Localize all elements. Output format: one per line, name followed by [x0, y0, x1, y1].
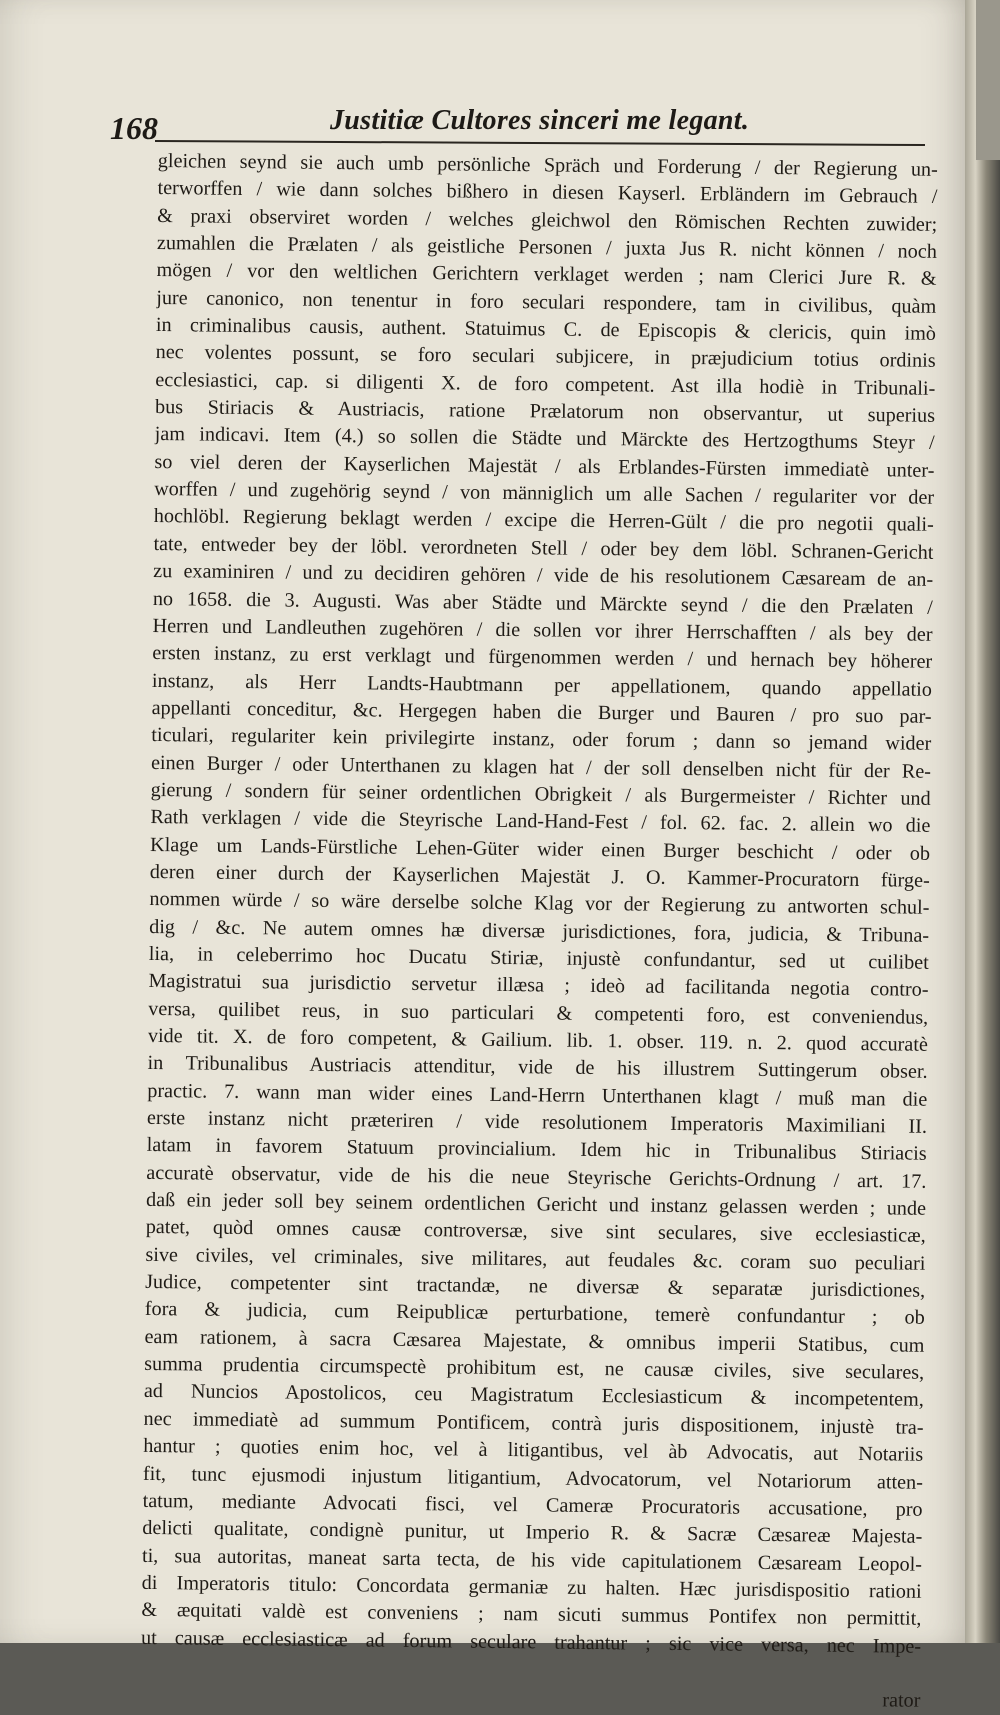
text-line: bus Stiriacis & Austriacis, ratione Prælatorum non observantur, ut superius — [154, 396, 936, 427]
text-line: so viel deren der Kayserlichen Majestät / als Erblandes-Fürsten immediatè unter- — [154, 450, 935, 482]
text-line: & æquitati valdè est conveniens ; nam sicuti summus Pontifex non permittit, — [141, 1599, 922, 1630]
text-line: delicti qualitate, condignè punitur, ut Imperio R. & Sacræ Cæsareæ Majesta- — [142, 1517, 923, 1548]
text-line: practic. 7. wann man wider eines Land-Herrn Unterthanen klagt / muß man die — [147, 1079, 928, 1111]
text-line: tate, entweder bey der löbl. verordneten Stell / oder bey dem löbl. Schranen-Gericht — [153, 532, 934, 564]
text-line: & praxi observiret worden / welches gleichwol den Römischen Rechten zuwider; — [157, 204, 938, 236]
text-line: instanz, als Herr Landts-Haubtmann per appellationem, quando appellatio — [151, 669, 933, 701]
text-line: ut causæ ecclesiasticæ ad forum seculare trahantur ; sic vice versa, nec Impe- — [140, 1626, 922, 1658]
text-line: worffen / und zugehörig seynd / von männiglich um alle Sachen / regulariter vor der — [154, 478, 935, 509]
text-line: hantur ; quoties enim hoc, vel à litigantibus, vel àb Advocatis, aut Notariis — [143, 1435, 924, 1466]
text-line: erste instanz nicht præteriren / vide resolutionem Imperatoris Maximiliani II. — [146, 1106, 928, 1138]
text-line: zu examiniren / und zu decidiren gehören / vide de his resolutionem Cæsaream de an- — [153, 560, 934, 591]
text-line: nommen würde / so wäre derselbe solche Klag vor der Regierung zu antworten schul- — [149, 888, 930, 920]
catchword: rator — [882, 1689, 921, 1712]
text-line: ticulari, regulariter kein privilegirte instanz, oder forum ; dann so jemand wider — [151, 724, 932, 756]
text-line: einen Burger / oder Unterthanen zu klagen hat / der soll denselben nicht für der Re- — [150, 751, 932, 783]
body-text — [140, 148, 938, 1715]
text-line: di Imperatoris titulo: Concordata germaniæ zu halten. Hæc jurisdispositio rationi — [141, 1571, 922, 1603]
text-line: nec volentes possunt, se foro seculari subjicere, in præjudicium totius ordinis — [155, 341, 936, 373]
text-line: gierung / sondern für seiner ordentlichen Obrigkeit / als Burgermeister / Richter und — [150, 778, 931, 810]
text-line: Herren und Landleuthen zugehören / die sollen vor ihrer Herrschafften / als bey der — [152, 614, 933, 646]
text-line: lia, in celeberrimo hoc Ducatu Stiriæ, injustè confundantur, sed ut cuilibet — [148, 942, 929, 974]
text-line: gleichen seynd sie auch umb persönliche Spräch und Forderung / der Regierung un- — [157, 149, 938, 181]
text-line: in Tribunalibus Austriacis attenditur, vide de his illustrem Suttingerum obser. — [147, 1052, 928, 1084]
text-line: zumahlen die Prælaten / als geistliche Personen / juxta Jus R. nicht können / noch — [156, 232, 937, 263]
text-line: deren einer durch der Kayserlichen Majestät J. O. Kammer-Procuratorn fürge- — [149, 860, 930, 892]
running-title: Justitiæ Cultores sinceri me legant. — [330, 105, 750, 136]
text-line: accuratè observatur, vide de his die neue Steyrische Gerichts-Ordnung / art. 17. — [146, 1161, 927, 1193]
page-number: 168 — [110, 110, 158, 146]
text-line: terworffen / wie dann solches bißhero in diesen Kayserl. Erbländern im Gebrauch / — [157, 177, 938, 209]
text-line: in criminalibus causis, authent. Statuimus C. de Episcopis & clericis, quin imò — [155, 314, 937, 345]
text-line: patet, quòd omnes causæ controversæ, sive sint seculares, sive ecclesiasticæ, — [145, 1216, 926, 1248]
text-line: ersten instanz, zu erst verklagt und fürgenommen werden / und hernach bey höherer — [152, 642, 933, 674]
text-line: appellanti conceditur, &c. Hergegen haben die Burger und Bauren / pro suo par- — [151, 696, 932, 728]
text-line: hochlöbl. Regierung beklagt werden / excipe die Herren-Gült / die pro negotii quali- — [153, 505, 934, 537]
text-line: Rath verklagen / vide die Steyrische Land-Hand-Fest / fol. 62. fac. 2. allein wo die — [150, 806, 931, 838]
text-line: mögen / vor den weltlichen Gerichtern verklaget werden ; nam Clerici Jure R. & — [156, 259, 937, 291]
bleed-through-text — [100, 230, 155, 630]
text-line: summa prudentia circumspectè prohibitum est, ne causæ civiles, sive seculares, — [144, 1353, 925, 1384]
text-line: Klage um Lands-Fürstliche Lehen-Güter wider einen Burger beschicht / oder ob — [149, 833, 931, 865]
text-line: Magistratui sua jurisdictio servetur illæsa ; ideò ad facilitanda negotia contro- — [148, 970, 929, 1002]
text-line: tatum, mediante Advocati fisci, vel Cameræ Procuratoris accusatione, pro — [142, 1489, 923, 1521]
text-line: vide tit. X. de foro competent, & Gailium. lib. 1. obser. 119. n. 2. quod accuratè — [147, 1024, 929, 1056]
text-line: latam in favorem Statuum provincialium. Idem hic in Tribunalibus Stiriacis — [146, 1134, 927, 1166]
text-line: ti, sua autoritas, maneat sarta tecta, de his vide capitulationem Cæsaream Leopol- — [141, 1544, 923, 1576]
text-line: jure canonico, non tenentur in foro seculari respondere, tam in civilibus, quàm — [156, 286, 937, 318]
text-line: jam indicavi. Item (4.) so sollen die Städte und Märckte des Hertzogthums Steyr / — [154, 423, 935, 455]
text-line: fora & judicia, cum Reipublicæ perturbatione, temerè confundantur ; ob — [144, 1298, 925, 1330]
text-line: Judice, competenter sint tractandæ, ne diversæ & separatæ jurisdictiones, — [145, 1271, 926, 1302]
text-line: sive civiles, vel criminales, sive militares, aut feudales &c. coram suo peculiari — [145, 1243, 926, 1275]
text-line: dig / &c. Ne autem omnes hæ diversæ jurisdictiones, fora, judicia, & Tribuna- — [149, 915, 930, 947]
text-line: eam rationem, à sacra Cæsarea Majestate, & omnibus imperii Statibus, cum — [144, 1325, 925, 1357]
book-gutter-edge — [965, 0, 1000, 1643]
page-edge-tab — [976, 0, 1000, 160]
text-line: fit, tunc ejusmodi injustum litigantium, Advocatorum, vel Notariorum atten- — [142, 1462, 924, 1494]
page-header — [110, 102, 940, 146]
text-line: versa, quilibet reus, in suo particulari & competenti foro, est conveniendus, — [148, 997, 929, 1029]
text-line: ad Nuncios Apostolicos, ceu Magistratum Ecclesiasticum & incompetentem, — [143, 1380, 924, 1412]
text-line: daß ein jeder soll bey seinem ordentlichen Gericht und instanz gelassen werden ; unde — [145, 1188, 927, 1220]
text-line: nec immediatè ad summum Pontificem, contrà juris dispositionem, injustè tra- — [143, 1407, 924, 1439]
text-line: no 1658. die 3. Augusti. Was aber Städte und Märckte seynd / die den Prælaten / — [152, 587, 933, 619]
text-line: ecclesiastici, cap. si diligenti X. de foro competent. Ast illa hodiè in Tribunali- — [155, 368, 936, 400]
